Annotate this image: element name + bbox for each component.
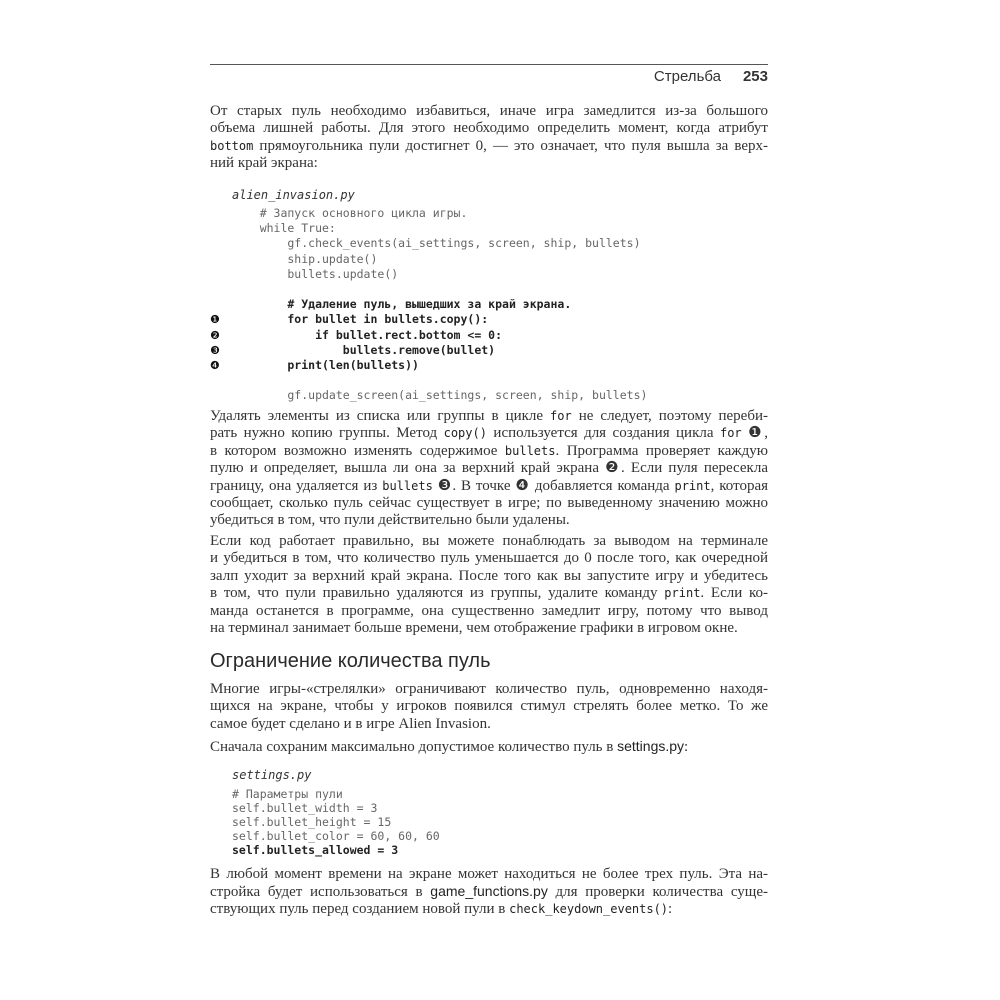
text-run: . Если ко- [700, 585, 768, 602]
callout-marker-icon: ❸ [210, 343, 220, 357]
text-run: От старых пуль необходимо избавиться, иначе игра замедлится из-за большого [210, 103, 768, 119]
inline-code: copy() [443, 426, 487, 441]
header-rule [210, 64, 768, 65]
text-run: не следует, поэтому переби- [571, 408, 768, 424]
inline-code: bottom [210, 138, 254, 153]
text-line [210, 681, 768, 698]
code-line [232, 282, 647, 297]
code-filename: settings.py [232, 768, 312, 782]
text-line [210, 620, 768, 637]
code-text: self.bullet_color = 60, 60, 60 [232, 828, 440, 843]
code-line [232, 236, 647, 251]
code-line [232, 373, 647, 388]
paragraph [210, 533, 768, 637]
text-line [210, 408, 768, 425]
callout-marker-icon: ❷ [210, 328, 220, 342]
inline-filename: game_functions.py [430, 883, 548, 900]
text-run: залп уходит за верхний край экрана. После того как вы запустите игру и убедитесь [210, 567, 768, 584]
text-line [210, 495, 768, 512]
text-run: объема лишней работы. Для этого необходимо определить момент, когда атрибут [210, 120, 768, 137]
paragraph [210, 408, 768, 530]
text-run: : [684, 739, 689, 755]
code-line [232, 844, 440, 858]
inline-code: for [719, 426, 742, 441]
text-line [210, 120, 768, 137]
code-line [232, 252, 647, 267]
text-line [210, 550, 768, 567]
text-line [210, 155, 768, 172]
code-text: # Параметры пули [232, 787, 343, 801]
code-text [232, 373, 239, 387]
code-text: while True: [232, 221, 336, 236]
inline-code: check_keydown_events() [509, 901, 669, 916]
text-line [210, 883, 768, 900]
code-text: # Удаление пуль, вышедших за край экрана. [232, 297, 572, 312]
text-run: ствующих пуль перед созданием новой пули в [210, 900, 510, 917]
text-line [210, 568, 768, 585]
code-line [232, 297, 647, 312]
code-text: gf.check_events(ai_settings, screen, ship, bullets) [232, 236, 641, 251]
code-line [232, 802, 440, 816]
code-line [232, 221, 647, 236]
paragraph [210, 738, 768, 755]
text-run: стройка будет использоваться в [210, 884, 431, 901]
code-line [232, 830, 440, 844]
text-run: в котором возможно изменять содержимое [210, 442, 505, 459]
text-line [210, 698, 768, 715]
text-run: Сначала сохраним максимально допустимое количество пуль в [210, 739, 618, 755]
callout-marker-icon: ❹ [210, 359, 220, 373]
code-text: # Запуск основного цикла игры. [232, 206, 468, 220]
text-run: границу, она удаляется из [210, 477, 383, 494]
section-heading: Ограничение количества пуль [210, 650, 491, 672]
code-line [210, 327, 647, 343]
text-run: Если код работает правильно, вы можете понаблюдать за выводом на терминале [210, 533, 768, 549]
inline-code: print [674, 478, 711, 493]
code-text: if bullet.rect.bottom <= 0: [232, 327, 503, 342]
text-run: . Программа проверяет каждую [555, 442, 768, 459]
paragraph [210, 103, 768, 173]
text-run: ний край экрана: [210, 155, 318, 172]
code-line [232, 816, 440, 830]
text-run: , которая [710, 477, 769, 494]
text-line [210, 103, 768, 120]
text-run: для проверки количества суще- [547, 884, 768, 901]
inline-code: bullets [504, 443, 556, 458]
text-line [210, 138, 768, 155]
code-line [232, 206, 647, 221]
text-line [210, 460, 768, 477]
text-run: на терминал занимает больше времени, чем отображение графики в игровом окне. [210, 619, 738, 636]
text-line [210, 533, 768, 550]
code-text: ship.update() [232, 251, 378, 266]
text-line [210, 512, 768, 529]
text-run: рать нужно копию группы. Метод [210, 425, 444, 442]
inline-filename: settings.py [617, 738, 685, 754]
text-run: Удалять элементы из списка или группы в цикле [210, 408, 551, 424]
text-run: прямоугольника пули достигнет 0, — это означает, что пуля вышла за верх- [253, 137, 768, 154]
paragraph [210, 681, 768, 733]
inline-code: print [664, 586, 701, 601]
text-run: самое будет сделано и в игре Alien Invasion. [210, 715, 491, 732]
code-text: gf.update_screen(ai_settings, screen, ship, bullets) [232, 388, 648, 403]
code-line [210, 342, 647, 358]
text-run: : [668, 900, 673, 917]
text-line [210, 738, 768, 755]
text-run: и убедиться в том, что количество пуль уменьшается до 0 после того, как очередной [210, 550, 768, 567]
code-line [232, 267, 647, 282]
text-line [210, 443, 768, 460]
text-line [210, 585, 768, 602]
text-run: В любой момент времени на экране может находиться не более трех пуль. Эта на- [210, 866, 768, 882]
text-run: в том, что пули правильно удаляются из группы, удалите команду [210, 585, 665, 602]
code-listing [232, 788, 440, 858]
code-listing [210, 206, 648, 404]
text-line [210, 425, 768, 442]
text-run: щихся на экране, чтобы у игроков появился стимул стрелять более метко. То же [210, 698, 768, 715]
code-text: bullets.update() [232, 266, 399, 281]
text-line [210, 901, 768, 918]
code-text: self.bullet_width = 3 [232, 800, 378, 815]
running-header [654, 68, 768, 85]
text-line [210, 716, 768, 733]
inline-code: bullets [382, 478, 433, 493]
text-line [210, 478, 768, 495]
code-text: bullets.remove(bullet) [232, 342, 496, 357]
text-run: используется для создания цикла [486, 425, 720, 442]
code-line [210, 312, 647, 327]
code-line [210, 358, 647, 373]
code-text: for bullet in bullets.copy(): [232, 312, 489, 327]
text-run: ❶, [741, 425, 768, 442]
text-line [210, 866, 768, 883]
inline-code: for [550, 409, 572, 423]
text-run: пулю и определяет, вышла ли она за верхний край экрана ❷. Если пуля пересекла [210, 460, 768, 477]
text-run: сообщает, сколько пуль сейчас существует в игре; по выведенному значению можно [210, 494, 768, 511]
text-run: Многие игры-«стрелялки» ограничивают количество пуль, одновременно находя- [210, 681, 768, 697]
text-line [210, 603, 768, 620]
code-text [232, 282, 239, 296]
text-run: ❸. В точке ❹ добавляется команда [432, 477, 675, 494]
page-number: 253 [742, 68, 768, 85]
paragraph [210, 866, 768, 918]
code-line [232, 388, 647, 403]
section-title: Стрельба [653, 68, 721, 85]
callout-marker-icon: ❶ [210, 313, 220, 327]
text-run: манда останется в программе, она существенно замедлит игру, потому что вывод [210, 602, 768, 619]
code-filename: alien_invasion.py [232, 188, 355, 202]
code-line [232, 788, 440, 802]
code-text: self.bullets_allowed = 3 [232, 842, 399, 857]
code-text: print(len(bullets)) [232, 358, 419, 373]
code-text: self.bullet_height = 15 [232, 814, 392, 829]
text-run: убедиться в том, что пули действительно были удалены. [210, 512, 570, 529]
